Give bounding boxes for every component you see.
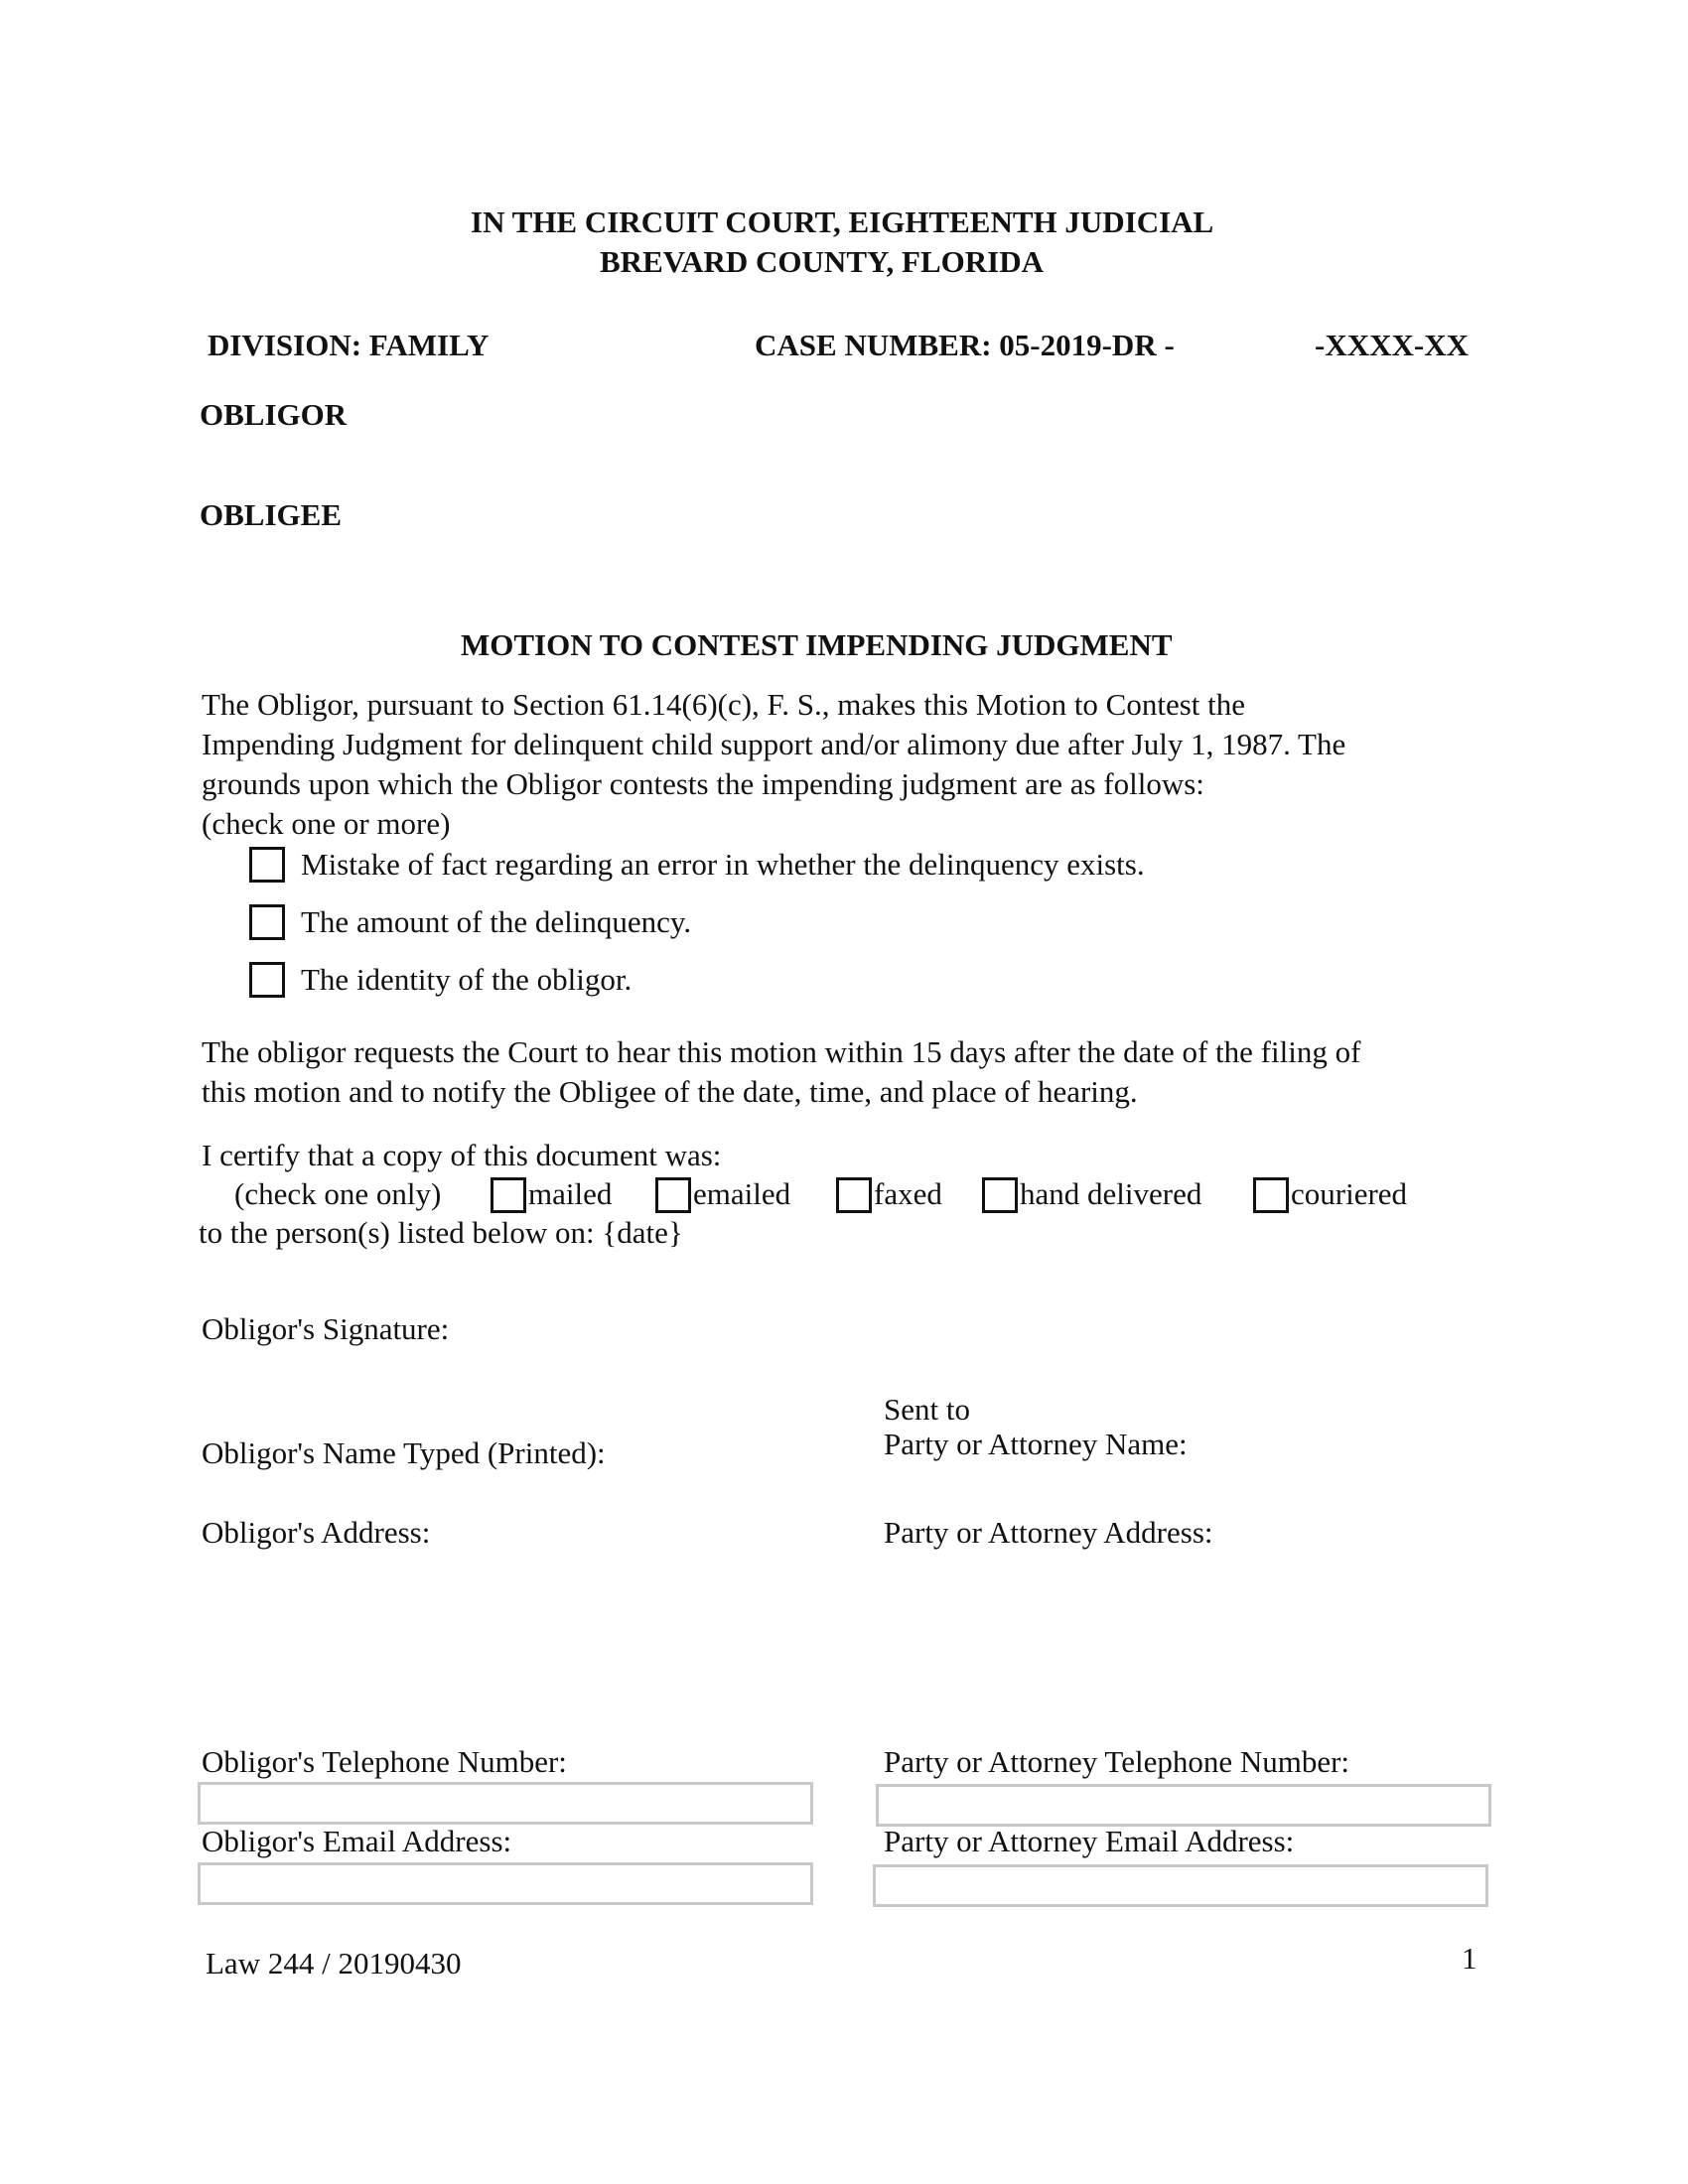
obligor-name-label: Obligor's Name Typed (Printed): — [202, 1435, 606, 1470]
obligor-email-field[interactable] — [198, 1862, 813, 1905]
certificate-intro: I certify that a copy of this document was: — [202, 1138, 722, 1172]
intro-line: (check one or more) — [202, 806, 451, 841]
obligor-phone-field[interactable] — [198, 1782, 813, 1825]
court-name-line2: BREVARD COUNTY, FLORIDA — [600, 244, 1044, 279]
request-line: The obligor requests the Court to hear this motion within 15 days after the date of the filing of — [202, 1034, 1361, 1069]
intro-line: grounds upon which the Obligor contests the impending judgment are as follows: — [202, 766, 1204, 801]
method-couriered-checkbox[interactable] — [1253, 1177, 1289, 1213]
obligee-party-label: OBLIGEE — [200, 497, 342, 532]
party-phone-field[interactable] — [876, 1784, 1491, 1827]
court-name-line1: IN THE CIRCUIT COURT, EIGHTEENTH JUDICIAL — [471, 205, 1214, 239]
motion-title: MOTION TO CONTEST IMPENDING JUDGMENT — [461, 627, 1173, 662]
party-name-label: Party or Attorney Name: — [884, 1427, 1188, 1461]
division-label: DIVISION: FAMILY — [208, 328, 490, 362]
party-email-field[interactable] — [873, 1864, 1488, 1907]
party-phone-label: Party or Attorney Telephone Number: — [884, 1744, 1350, 1779]
sent-to-label: Sent to — [884, 1392, 970, 1427]
obligor-phone-label: Obligor's Telephone Number: — [202, 1744, 567, 1779]
motion-intro — [202, 685, 1482, 844]
party-email-label: Party or Attorney Email Address: — [884, 1824, 1295, 1858]
method-mailed-checkbox[interactable] — [491, 1177, 526, 1213]
intro-line: Impending Judgment for delinquent child support and/or alimony due after July 1, 1987. The — [202, 727, 1346, 761]
method-emailed-checkbox[interactable] — [655, 1177, 691, 1213]
case-number-suffix: -XXXX-XX — [1315, 328, 1469, 362]
obligor-signature-label: Obligor's Signature: — [202, 1311, 450, 1346]
method-hand-delivered-label: hand delivered — [1020, 1176, 1202, 1211]
certificate-date-line: to the person(s) listed below on: {date} — [199, 1215, 683, 1250]
method-mailed-label: mailed — [528, 1176, 613, 1211]
obligor-email-label: Obligor's Email Address: — [202, 1824, 512, 1858]
method-hand-delivered-checkbox[interactable] — [982, 1177, 1018, 1213]
obligor-party-label: OBLIGOR — [200, 397, 348, 432]
ground-mistake-label: Mistake of fact regarding an error in whether the delinquency exists. — [301, 847, 1145, 882]
case-number-label: CASE NUMBER: 05-2019-DR - — [755, 328, 1175, 362]
method-emailed-label: emailed — [693, 1176, 791, 1211]
ground-amount-checkbox[interactable] — [249, 904, 285, 940]
request-line: this motion and to notify the Obligee of the date, time, and place of hearing. — [202, 1074, 1138, 1109]
method-faxed-checkbox[interactable] — [836, 1177, 872, 1213]
ground-mistake-checkbox[interactable] — [249, 847, 285, 883]
form-id: Law 244 / 20190430 — [206, 1946, 462, 1980]
method-faxed-label: faxed — [874, 1176, 942, 1211]
certificate-check-note: (check one only) — [234, 1176, 442, 1211]
party-address-label: Party or Attorney Address: — [884, 1515, 1213, 1550]
method-couriered-label: couriered — [1291, 1176, 1408, 1211]
obligor-address-label: Obligor's Address: — [202, 1515, 431, 1550]
hearing-request — [202, 1032, 1482, 1112]
page-number: 1 — [1462, 1941, 1477, 1976]
ground-amount-label: The amount of the delinquency. — [301, 904, 692, 939]
intro-line: The Obligor, pursuant to Section 61.14(6)(c), F. S., makes this Motion to Contest the — [202, 687, 1246, 722]
ground-identity-label: The identity of the obligor. — [301, 962, 633, 997]
ground-identity-checkbox[interactable] — [249, 962, 285, 998]
